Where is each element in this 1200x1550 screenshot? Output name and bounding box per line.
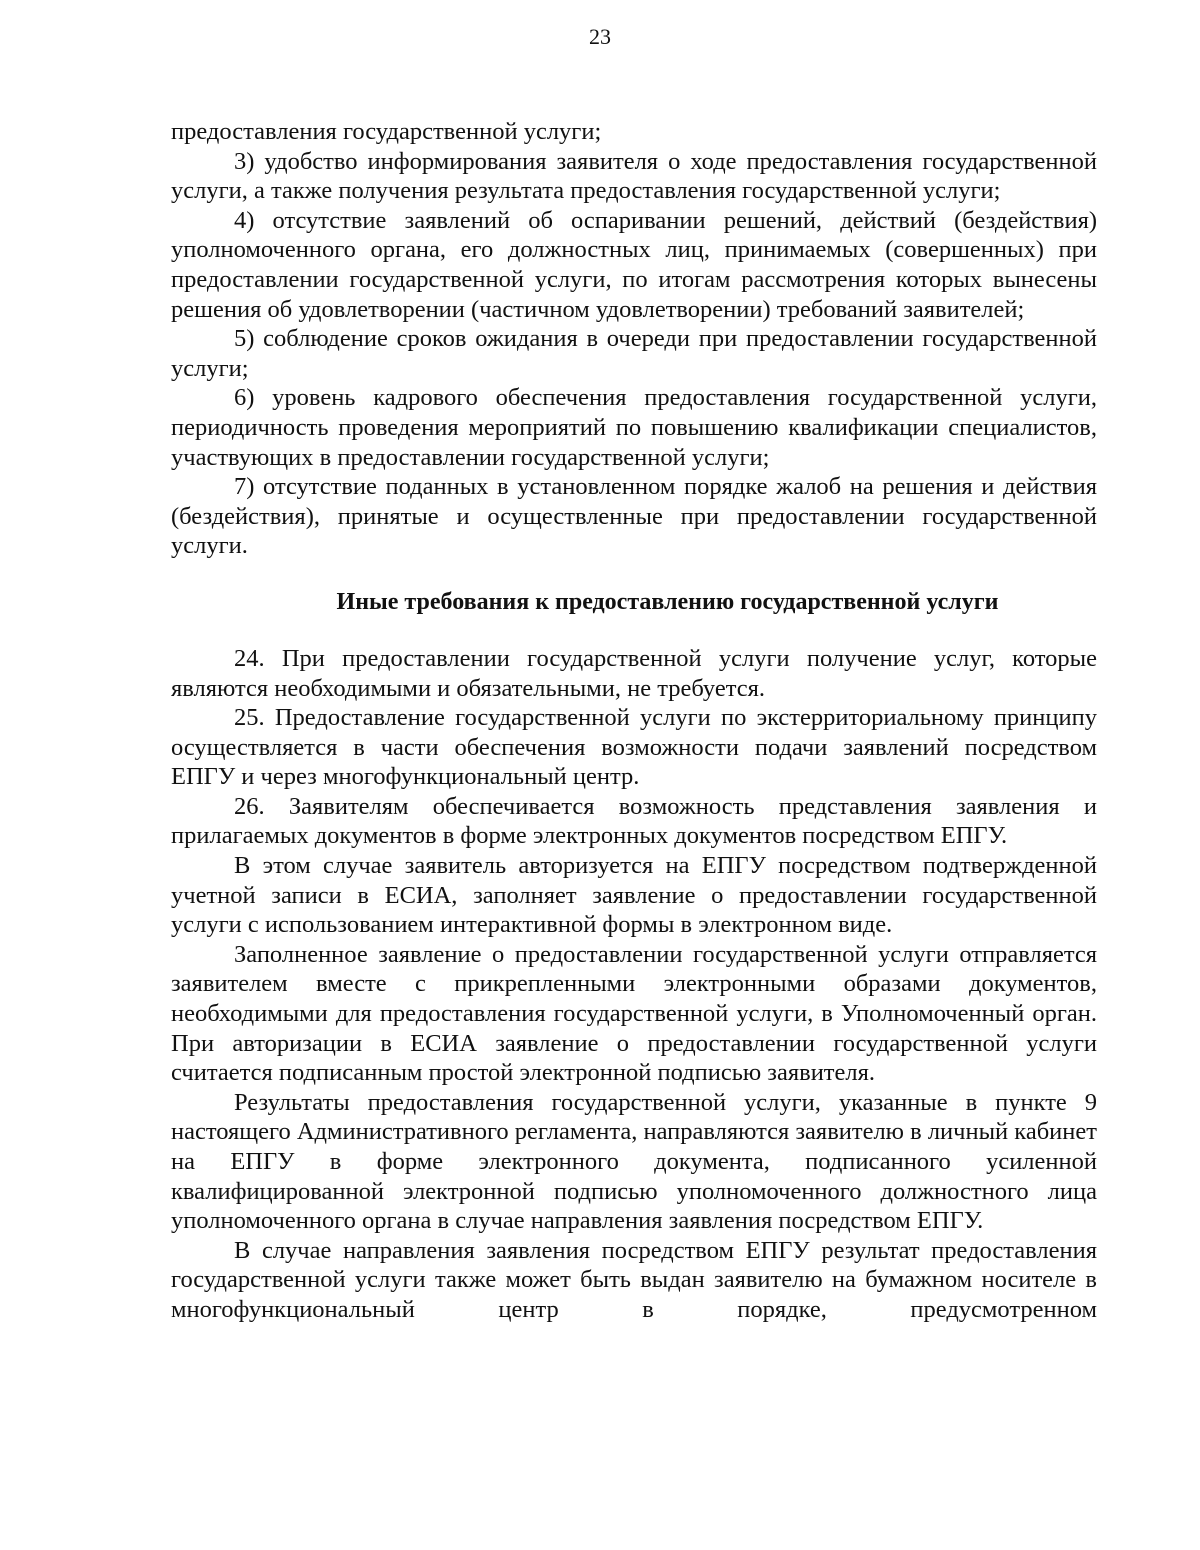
- document-body: [171, 117, 1097, 1325]
- paragraph-paper-result: В случае направления заявления посредством ЕПГУ результат предоставления государственной услуги также может быть выдан заявителю на бумажном носителе в многофункциональный центр в порядке, предусмотренном: [171, 1236, 1097, 1323]
- paragraph-continuation: предоставления государственной услуги;: [171, 118, 602, 145]
- page-number: 23: [589, 24, 611, 49]
- section-heading: Иные требования к предоставлению государственной услуги: [336, 588, 999, 615]
- paragraph-esia-auth: В этом случае заявитель авторизуется на ЕПГУ посредством подтвержденной учетной записи в ЕСИА, заполняет заявление о предоставлении государственной услуги с использованием интерактивной формы в электронном виде.: [171, 852, 1097, 939]
- list-item-4: 4) отсутствие заявлений об оспаривании решений, действий (бездействия) уполномоченного органа, его должностных лиц, принимаемых (совершенных) при предоставлении государственной услуги, по итогам рассмотрения которых вынесены решения об удовлетворении (частичном удовлетворении) требований заявителей;: [171, 206, 1097, 323]
- paragraph-25: 25. Предоставление государственной услуги по экстерриториальному принципу осуществляется в части обеспечения возможности подачи заявлений посредством ЕПГУ и через многофункциональный центр.: [171, 704, 1097, 791]
- paragraph-results: Результаты предоставления государственной услуги, указанные в пункте 9 настоящего Административного регламента, направляются заявителю в личный кабинет на ЕПГУ в форме электронного документа, подписанного усиленной квалифицированной электронной подписью уполномоченного должностного лица уполномоченного органа в случае направления заявления посредством ЕПГУ.: [171, 1088, 1097, 1235]
- list-item-7: 7) отсутствие поданных в установленном порядке жалоб на решения и действия (бездействия), принятые и осуществленные при предоставлении государственной услуги.: [171, 473, 1097, 560]
- list-item-6: 6) уровень кадрового обеспечения предоставления государственной услуги, периодичность проведения мероприятий по повышению квалификации специалистов, участвующих в предоставлении государственной услуги;: [171, 384, 1097, 471]
- paragraph-26: 26. Заявителям обеспечивается возможность представления заявления и прилагаемых документов в форме электронных документов посредством ЕПГУ.: [171, 792, 1097, 850]
- paragraph-24: 24. При предоставлении государственной услуги получение услуг, которые являются необходимыми и обязательными, не требуется.: [171, 644, 1097, 702]
- paragraph-submission: Заполненное заявление о предоставлении государственной услуги отправляется заявителем вместе с прикрепленными электронными образами документов, необходимыми для предоставления государственной услуги, в Уполномоченный орган. При авторизации в ЕСИА заявление о предоставлении государственной услуги считается подписанным простой электронной подписью заявителя.: [171, 940, 1097, 1087]
- list-item-3: 3) удобство информирования заявителя о ходе предоставления государственной услуги, а также получения результата предоставления государственной услуги;: [171, 147, 1097, 205]
- list-item-5: 5) соблюдение сроков ожидания в очереди при предоставлении государственной услуги;: [171, 325, 1097, 382]
